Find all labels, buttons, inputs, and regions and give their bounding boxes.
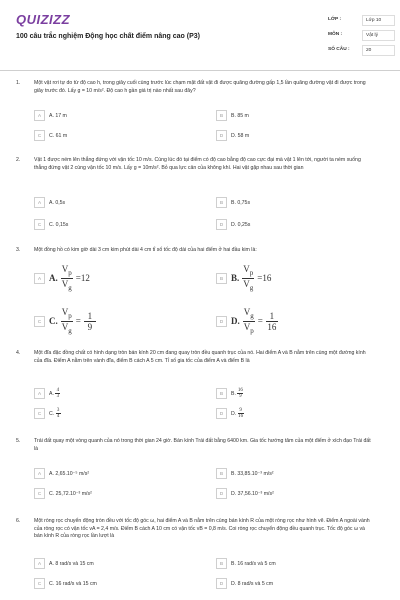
option-letter: A — [34, 197, 45, 208]
option-text: C. 16 rad/s và 15 cm — [49, 580, 97, 587]
option-text: D. 8 rad/s và 5 cm — [231, 580, 274, 587]
question-text: Một vật rơi tự do từ độ cao h, trong giây cuối cùng trước lúc chạm mặt đất vật đi được quãng đường gấp 1,5 lần quãng đường vật đi được trong giây trước đó. Lấy g = 10 m/s². Độ cao h gần giá trị nào nhất sau đây? — [34, 80, 366, 94]
option-b[interactable] — [216, 110, 249, 121]
header-divider — [0, 70, 400, 71]
question-number: 4. — [16, 350, 21, 356]
question-text: Một đồng hồ có kim giờ dài 3 cm kim phút dài 4 cm tỉ số tốc độ dài của hai điểm ở hai đầu kim là: — [34, 247, 257, 253]
question-number: 3. — [16, 247, 21, 253]
header — [0, 0, 400, 68]
option-a[interactable] — [34, 110, 67, 121]
option-text: D. 37,56.10⁻³ m/s² — [231, 490, 274, 497]
option-math: A. $\frac{V_p}{V_g}$ =12 — [49, 264, 90, 292]
option-text: B. 16 rad/s và 5 cm — [231, 560, 276, 567]
option-b[interactable] — [216, 264, 271, 292]
option-d[interactable]: D D. $\frac{9}{16}$ — [216, 408, 244, 419]
option-d[interactable] — [216, 130, 249, 141]
meta-label: SỐ CÂU : — [328, 47, 350, 52]
option-letter: C — [34, 219, 45, 230]
option-a[interactable] — [34, 264, 90, 292]
option-a[interactable] — [34, 468, 89, 479]
option-c[interactable] — [34, 578, 97, 589]
option-c[interactable] — [34, 130, 67, 141]
option-text: B. 33,85.10⁻³ m/s² — [231, 470, 274, 477]
option-b[interactable] — [216, 197, 250, 208]
fraction: $\frac{4}{3}$ — [56, 388, 60, 399]
option-d[interactable] — [216, 219, 250, 230]
option-letter: A — [34, 558, 45, 569]
option-c[interactable] — [34, 219, 68, 230]
option-text: C. 61 m — [49, 132, 68, 139]
fraction: $\frac{1}{9}$ — [87, 310, 93, 332]
option-text: A. 2,65.10⁻⁵ m/s² — [49, 470, 90, 477]
fraction: $\frac{V_p}{V_g}$ — [61, 264, 72, 292]
fraction: $\frac{9}{16}$ — [238, 408, 244, 419]
question-text: Một ròng rọc chuyển động tròn đều với tốc độ góc ω, hai điểm A và B nằm trên cùng bán kính R của một ròng rọc như hình vẽ. Điểm A ngoài vành của ròng rọc có vận tốc vA = 2,4 m/s. Điểm B cách A 10 cm có vận tốc vB = 0,8 m/s. Coi ròng rọc chuyển động đều quanh trục. Tốc độ góc ω và bán kính R của ròng rọc lần lượt là — [34, 518, 370, 539]
fraction: $\frac{V_g}{V_p}$ — [243, 307, 254, 335]
option-math: B. $\frac{V_p}{V_g}$ =16 — [231, 264, 272, 292]
fraction: $\frac{V_p}{V_g}$ — [243, 264, 254, 292]
question-number: 6. — [16, 518, 21, 524]
fraction: $\frac{1}{16}$ — [267, 310, 277, 332]
option-letter: D — [216, 219, 227, 230]
option-text: A. 0,5s — [49, 199, 66, 206]
option-b[interactable] — [216, 468, 274, 479]
option-text: C. 25,72.10⁻³ m/s² — [49, 490, 92, 497]
quizizz-logo: QUIZIZZ — [16, 12, 71, 27]
question-text: Trái đất quay một vòng quanh của nó trong thời gian 24 giờ. Bán kính Trái đất bằng 6400 km. Gia tốc hướng tâm của một điểm ở xích đạo Trái đất là — [34, 438, 371, 452]
option-letter: D — [216, 488, 227, 499]
option-text: B. 85 m — [231, 112, 249, 119]
option-text: B. 0,75s — [231, 199, 251, 206]
option-letter: D — [216, 578, 227, 589]
fraction: $\frac{V_p}{V_g}$ — [61, 307, 72, 335]
option-d[interactable] — [216, 488, 274, 499]
option-letter: B — [216, 468, 227, 479]
question-number: 2. — [16, 157, 21, 163]
option-letter: C — [34, 130, 45, 141]
option-text: C. 0,15s — [49, 221, 69, 228]
option-letter: D — [216, 316, 227, 327]
option-letter: A — [34, 468, 45, 479]
question-number: 1. — [16, 80, 21, 86]
option-letter: C — [34, 578, 45, 589]
option-text: D. 58 m — [231, 132, 250, 139]
option-text: A. 8 rad/s và 15 cm — [49, 560, 94, 567]
meta-label: MÔN : — [328, 32, 343, 37]
option-letter: A — [34, 273, 45, 284]
option-letter: C — [34, 316, 45, 327]
option-a[interactable] — [34, 197, 65, 208]
option-letter: B — [216, 110, 227, 121]
option-c[interactable] — [34, 488, 92, 499]
option-letter: B — [216, 273, 227, 284]
option-letter: B — [216, 388, 227, 399]
option-c[interactable]: C C. $\frac{3}{4}$ — [34, 408, 61, 419]
option-letter: A — [34, 110, 45, 121]
question-text: Một đĩa đặc đồng chất có hình dạng tròn bán kính 20 cm đang quay tròn đều quanh trục của nó. Hai điểm A và B nằm trên cùng một đường kính của đĩa. Điểm A nằm trên vành đĩa, điểm B cách A 5 cm. Tỉ số gia tốc của điểm A và điểm B là — [34, 350, 366, 364]
option-b[interactable] — [216, 558, 276, 569]
fraction: $\frac{3}{4}$ — [56, 408, 60, 419]
page-title: 100 câu trắc nghiệm Động học chất điểm nâng cao (P3) — [16, 33, 200, 40]
option-letter: D — [216, 408, 227, 419]
option-a[interactable] — [34, 558, 94, 569]
option-letter: D — [216, 130, 227, 141]
option-letter: B — [216, 197, 227, 208]
option-d[interactable] — [216, 307, 278, 335]
option-letter: C — [34, 408, 45, 419]
meta-value: Lớp 10 — [362, 15, 395, 26]
meta-value: Vật lý — [362, 30, 395, 41]
option-math: D. $\frac{V_g}{V_p}$ = $\frac{1}{16}$ — [231, 307, 277, 335]
option-text: A. 17 m — [49, 112, 67, 119]
option-letter: B — [216, 558, 227, 569]
option-letter: A — [34, 388, 45, 399]
fraction: $\frac{16}{9}$ — [237, 388, 243, 399]
question-text: Vật 1 được ném lên thẳng đứng với vận tốc 10 m/s. Cùng lúc đó tại điểm có độ cao bằng độ cao cực đại mà vật 1 lên tới, người ta ném xuống thẳng đứng vật 2 cùng vận tốc 10 m/s. Lấy g = 10m/s². Bỏ qua lực cản của không khí. Hai vật gặp nhau sau thời gian — [34, 157, 361, 171]
option-c[interactable] — [34, 307, 96, 335]
meta-label: LỚP : — [328, 17, 342, 22]
option-math: C. $\frac{V_p}{V_g}$ = $\frac{1}{9}$ — [49, 307, 96, 335]
option-b[interactable]: B B. $\frac{16}{9}$ — [216, 388, 243, 399]
option-a[interactable]: A A. $\frac{4}{3}$ — [34, 388, 60, 399]
option-text: D. 0,25s — [231, 221, 251, 228]
option-d[interactable] — [216, 578, 273, 589]
meta-value: 20 — [362, 45, 395, 56]
option-letter: C — [34, 488, 45, 499]
question-number: 5. — [16, 438, 21, 444]
